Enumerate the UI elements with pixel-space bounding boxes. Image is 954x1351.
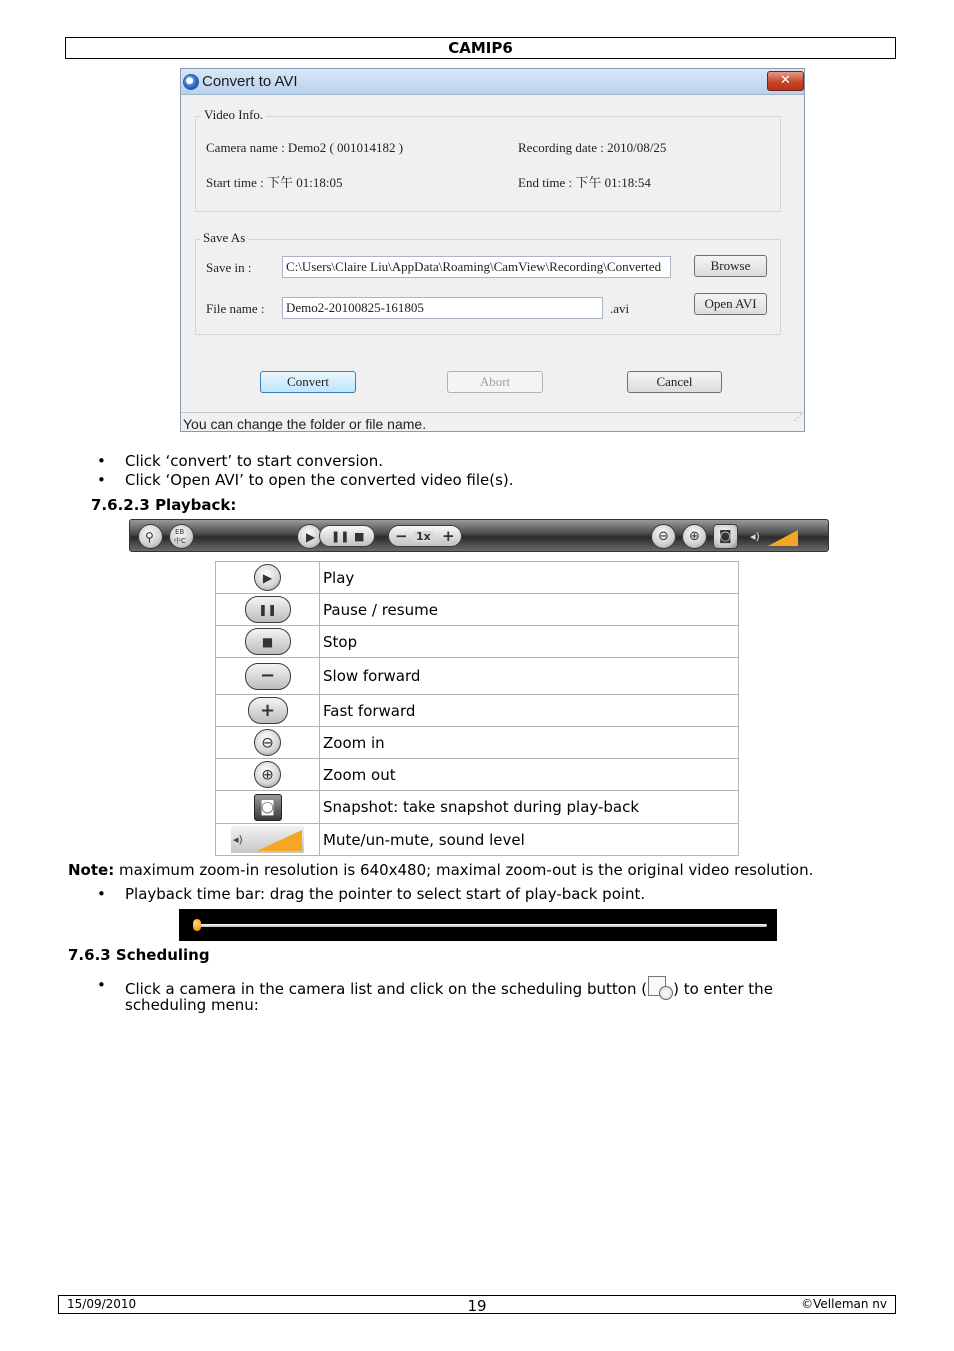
table-cell: Fast forward bbox=[320, 695, 739, 727]
footer-date: 15/09/2010 bbox=[67, 1297, 137, 1311]
save-as-title: Save As bbox=[200, 230, 248, 246]
start-time-text: Start time : 下午 01:18:05 bbox=[206, 175, 343, 190]
table-row bbox=[216, 824, 739, 856]
footer-copyright: ©Velleman nv bbox=[801, 1297, 887, 1311]
close-button[interactable]: ✕ bbox=[767, 71, 804, 91]
table-row bbox=[216, 759, 739, 791]
file-extension-label: .avi bbox=[610, 301, 630, 316]
table-cell: Zoom in bbox=[320, 727, 739, 759]
bullet-icon: • bbox=[97, 976, 106, 994]
bullet-text: Click ‘Open AVI’ to open the converted video file(s). bbox=[125, 471, 514, 489]
file-name-input[interactable]: Demo2-20100825-161805 bbox=[282, 297, 603, 319]
bullet-text: Click ‘convert’ to start conversion. bbox=[125, 452, 384, 470]
convert-to-avi-dialog bbox=[180, 68, 805, 432]
scheduling-heading: 7.6.3 Scheduling bbox=[68, 946, 210, 964]
status-bar bbox=[181, 412, 804, 431]
page-header-title: CAMIP6 bbox=[448, 39, 513, 57]
playback-time-bar[interactable] bbox=[179, 909, 777, 941]
playback-toolbar bbox=[129, 519, 829, 552]
zoom-out-icon: ⊕ bbox=[254, 761, 281, 788]
table-row bbox=[216, 658, 739, 695]
bullet-text: ) to enter the bbox=[673, 980, 773, 998]
cancel-button[interactable]: Cancel bbox=[627, 371, 722, 393]
note-paragraph bbox=[68, 861, 813, 879]
pause-stop-control bbox=[319, 525, 375, 547]
time-bar-track[interactable] bbox=[195, 924, 767, 927]
video-info-group bbox=[195, 107, 781, 212]
note-label: Note: bbox=[68, 861, 115, 879]
play-icon[interactable]: ▶ bbox=[297, 524, 322, 549]
snapshot-icon: ◙ bbox=[254, 794, 282, 821]
play-icon: ▶ bbox=[254, 564, 281, 591]
bullet-text: Playback time bar: drag the pointer to select start of play-back point. bbox=[125, 885, 646, 903]
page-number: 19 bbox=[467, 1297, 487, 1315]
playback-heading: 7.6.2.3 Playback: bbox=[91, 496, 237, 514]
table-cell: Pause / resume bbox=[320, 594, 739, 626]
dialog-titlebar[interactable] bbox=[181, 69, 804, 95]
bullet-icon: • bbox=[97, 885, 106, 903]
table-row bbox=[216, 791, 739, 824]
slow-forward-icon: − bbox=[245, 663, 291, 690]
slow-forward-icon[interactable]: − bbox=[395, 527, 408, 545]
browse-button[interactable]: Browse bbox=[694, 255, 767, 277]
save-in-field[interactable]: C:\Users\Claire Liu\AppData\Roaming\CamView\Recording\Converted bbox=[282, 256, 671, 278]
stop-icon: ■ bbox=[245, 628, 291, 655]
time-bar-pointer[interactable] bbox=[193, 919, 201, 931]
table-cell: Stop bbox=[320, 626, 739, 658]
recording-date-text: Recording date : 2010/08/25 bbox=[518, 140, 667, 155]
table-cell: Zoom out bbox=[320, 759, 739, 791]
fast-forward-icon: + bbox=[248, 697, 288, 724]
table-cell: Slow forward bbox=[320, 658, 739, 695]
page-footer bbox=[58, 1295, 896, 1314]
table-row bbox=[216, 727, 739, 759]
abort-button[interactable]: Abort bbox=[447, 371, 543, 393]
save-in-label: Save in : bbox=[206, 260, 252, 275]
bullet-text: Click a camera in the camera list and click on the scheduling button ( bbox=[125, 980, 648, 998]
bullet-icon: • bbox=[97, 471, 106, 489]
scheduling-icon bbox=[647, 976, 673, 1000]
table-row bbox=[216, 695, 739, 727]
video-info-title: Video Info. bbox=[201, 107, 266, 123]
camera-name-text: Camera name : Demo2 ( 001014182 ) bbox=[206, 140, 404, 155]
table-row bbox=[216, 594, 739, 626]
dialog-title: Convert to AVI bbox=[202, 73, 298, 90]
stop-icon[interactable]: ■ bbox=[354, 530, 365, 543]
speed-label: 1x bbox=[416, 530, 431, 543]
table-cell: Play bbox=[320, 562, 739, 594]
volume-icon: ◂) bbox=[231, 826, 304, 853]
zoom-out-icon[interactable]: ⊕ bbox=[682, 524, 707, 549]
pause-icon[interactable]: ❚❚ bbox=[331, 530, 350, 543]
speed-control bbox=[388, 525, 462, 547]
resize-grip-icon[interactable]: ⋰ bbox=[794, 413, 802, 422]
fast-forward-icon[interactable]: + bbox=[442, 527, 455, 545]
search-icon[interactable]: ⚲ bbox=[138, 524, 163, 549]
page-header bbox=[65, 37, 896, 59]
zoom-in-icon: ⊖ bbox=[254, 729, 281, 756]
snapshot-icon[interactable]: ◙ bbox=[713, 524, 738, 549]
zoom-in-icon[interactable]: ⊖ bbox=[651, 524, 676, 549]
status-text: You can change the folder or file name. bbox=[183, 416, 427, 431]
note-text: maximum zoom-in resolution is 640x480; maximal zoom-out is the original video resolution. bbox=[114, 861, 814, 879]
convert-button[interactable]: Convert bbox=[260, 371, 356, 393]
table-row bbox=[216, 626, 739, 658]
table-row bbox=[216, 562, 739, 594]
open-avi-button[interactable]: Open AVI bbox=[694, 293, 767, 315]
pause-icon: ❚❚ bbox=[245, 596, 291, 623]
end-time-text: End time : 下午 01:18:54 bbox=[518, 175, 651, 190]
bullet-continuation: scheduling menu: bbox=[125, 996, 259, 1014]
file-name-label: File name : bbox=[206, 301, 265, 316]
app-icon bbox=[183, 74, 199, 90]
language-icon[interactable]: EB 中C bbox=[169, 524, 194, 549]
table-cell: Mute/un-mute, sound level bbox=[320, 824, 739, 856]
icon-legend-table bbox=[215, 561, 739, 856]
bullet-icon: • bbox=[97, 452, 106, 470]
save-as-group bbox=[195, 230, 781, 335]
volume-icon[interactable]: ◂) bbox=[750, 528, 800, 548]
table-cell: Snapshot: take snapshot during play-back bbox=[320, 791, 739, 824]
